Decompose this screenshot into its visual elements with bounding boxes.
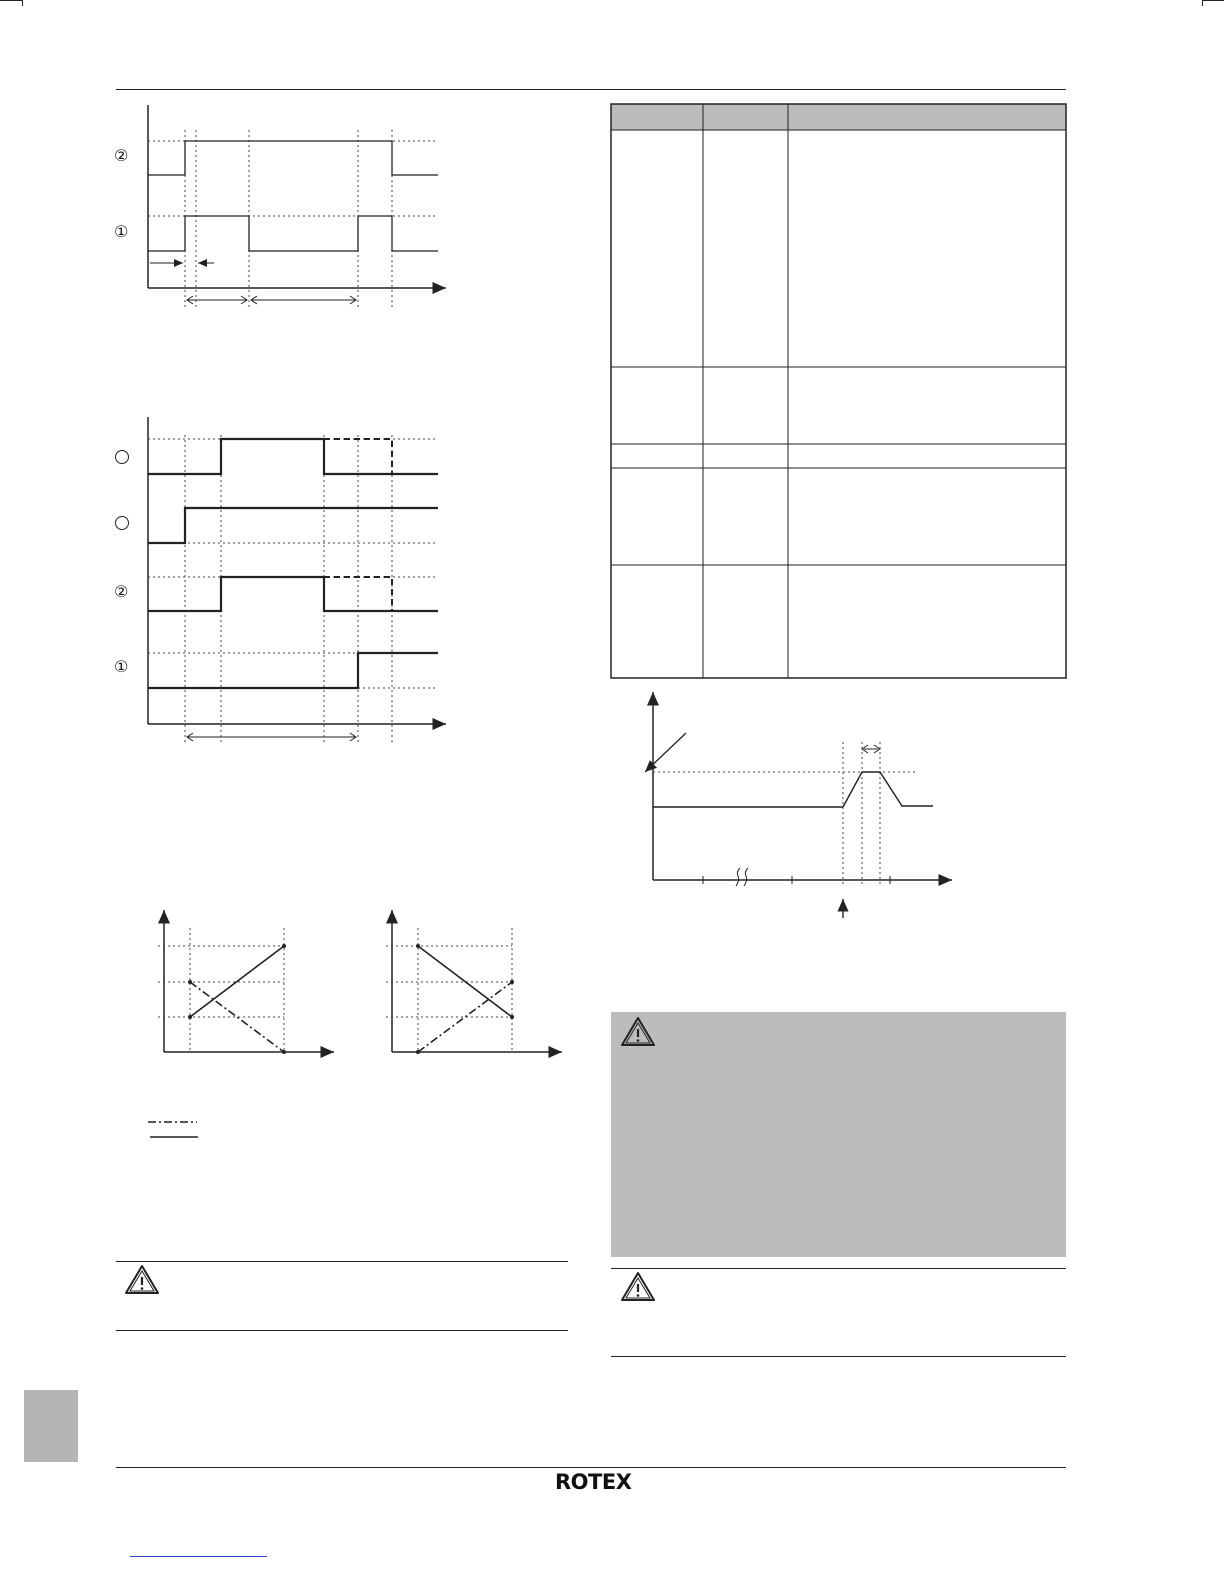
right-warning-bottom-rule <box>611 1356 1066 1357</box>
left-warning-top-rule <box>116 1261 568 1262</box>
section-tab <box>24 1390 78 1462</box>
crop-mark-right-vertical <box>1202 0 1203 6</box>
right-warning-mid-rule <box>611 1268 1066 1269</box>
footer-link-underline[interactable] <box>130 1556 267 1557</box>
warning-icon-grey-box <box>620 1016 656 1048</box>
graph-legend <box>145 1112 205 1142</box>
crop-mark-right <box>1202 0 1224 1</box>
left-warning-bottom-rule <box>116 1330 568 1331</box>
marker-one-label: ① <box>114 222 129 241</box>
marker-one-label-2: ① <box>114 657 129 676</box>
crossing-graph-left <box>150 900 350 1065</box>
crossing-graph-right <box>378 900 578 1065</box>
brand-logo: ROTEX <box>555 1470 632 1494</box>
ramp-graph <box>640 690 960 920</box>
footer-rule <box>116 1467 1066 1468</box>
timing-diagram-2-svg <box>140 415 480 750</box>
crop-mark-left-vertical <box>22 0 23 6</box>
warning-icon <box>124 1264 160 1296</box>
right-warning-divider <box>663 1257 664 1268</box>
timing-diagram-1-svg <box>140 100 480 315</box>
marker-two-label: ② <box>114 146 129 165</box>
empty-circle-marker-b <box>115 516 129 530</box>
empty-circle-marker-a <box>115 450 129 464</box>
header-rule <box>116 89 1066 90</box>
marker-two-label-2: ② <box>114 582 129 601</box>
warning-icon-second <box>620 1271 656 1303</box>
crop-mark-left <box>0 0 22 1</box>
right-warning-box-grey <box>611 1012 1066 1257</box>
data-table-grid <box>610 103 1070 683</box>
